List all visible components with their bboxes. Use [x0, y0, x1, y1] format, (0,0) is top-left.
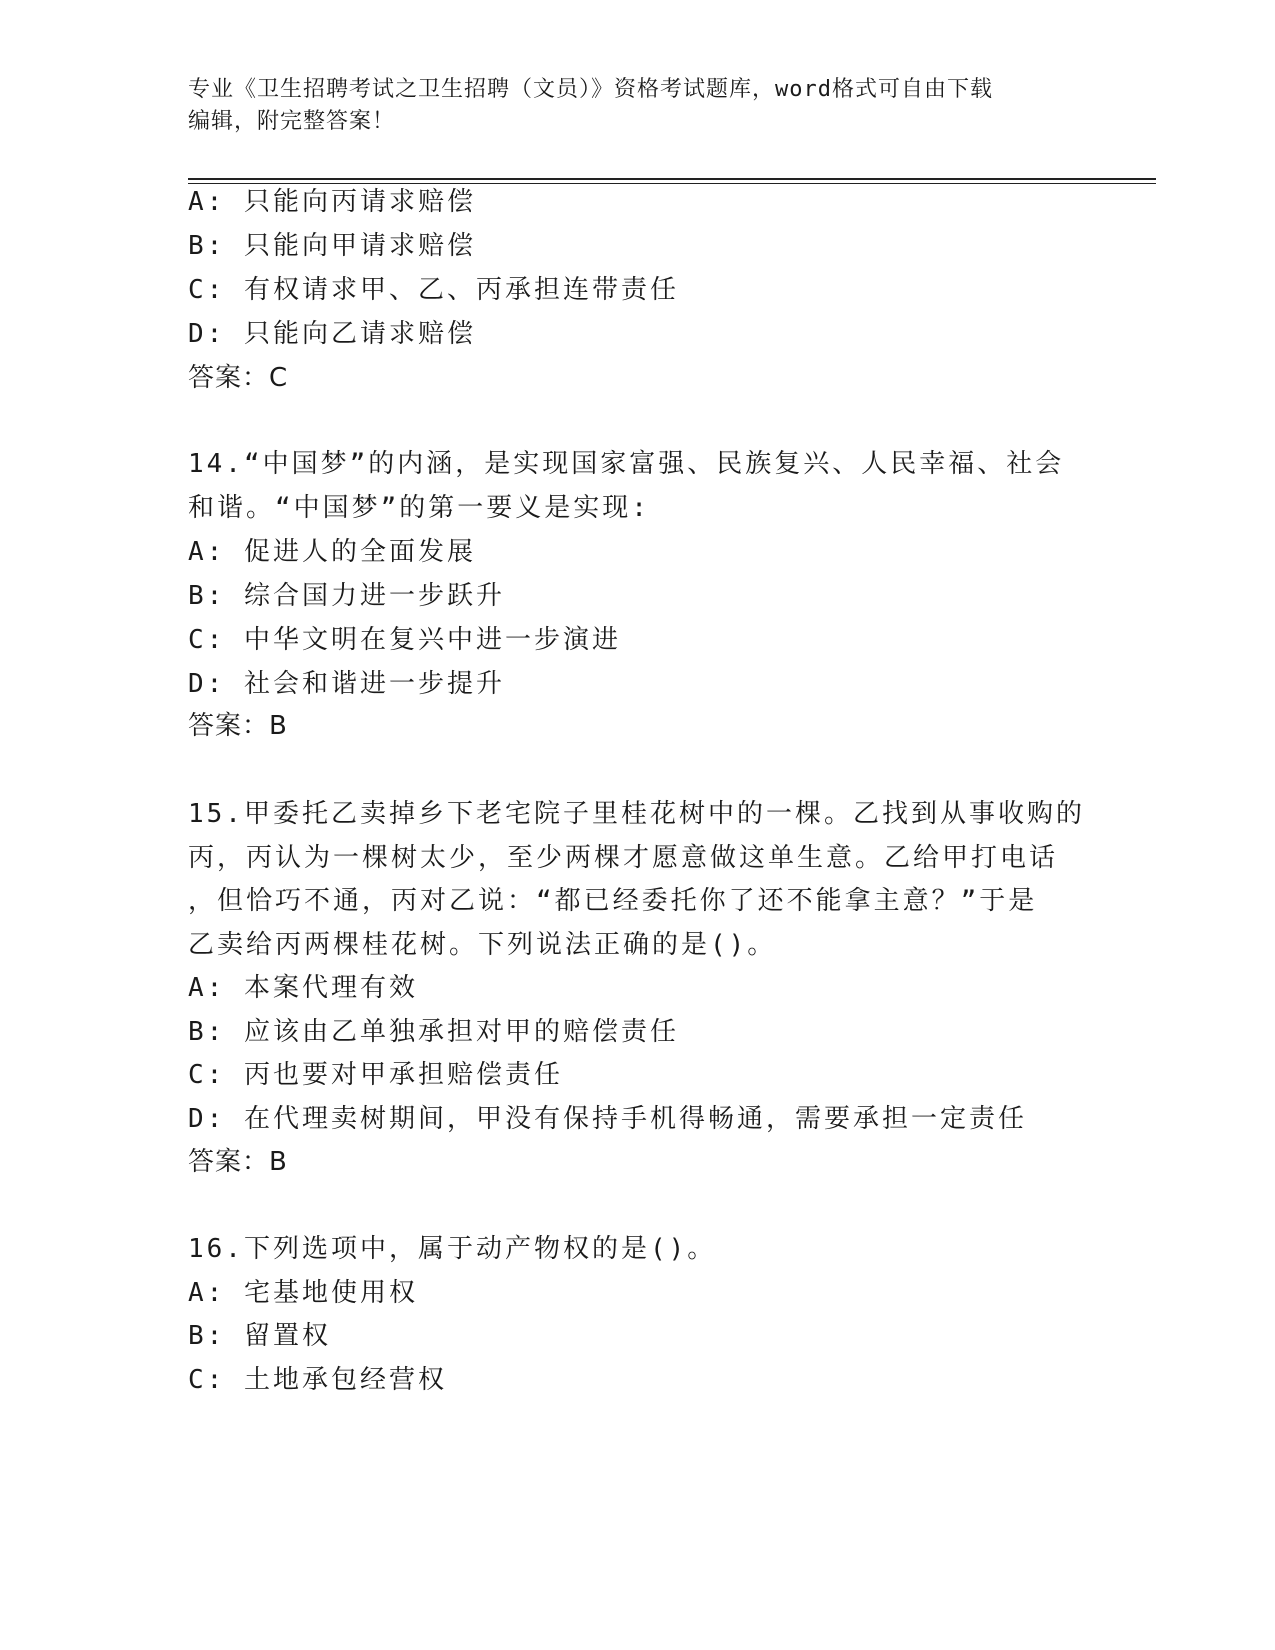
q16-option-b: B: 留置权 — [188, 1321, 331, 1351]
q16-option-a: A: 宅基地使用权 — [188, 1278, 418, 1308]
document-page — [188, 0, 1148, 1650]
q14-option-c: C: 中华文明在复兴中进一步演进 — [188, 625, 621, 655]
q15-option-b: B: 应该由乙单独承担对甲的赔偿责任 — [188, 1017, 679, 1047]
q15-stem-line-2: 丙，丙认为一棵树太少，至少两棵才愿意做这单生意。乙给甲打电话 — [188, 843, 1059, 873]
q15-stem-line-1: 15.甲委托乙卖掉乡下老宅院子里桂花树中的一棵。乙找到从事收购的 — [188, 799, 1085, 829]
q15-answer: 答案：B — [188, 1147, 288, 1177]
q14-stem-line-2: 和谐。“中国梦”的第一要义是实现: — [188, 493, 650, 523]
q13-option-a: A: 只能向丙请求赔偿 — [188, 187, 476, 217]
q16-option-c: C: 土地承包经营权 — [188, 1365, 447, 1395]
q13-option-b: B: 只能向甲请求赔偿 — [188, 231, 476, 261]
header-divider-thick — [188, 178, 1156, 180]
q16-stem-line-1: 16.下列选项中，属于动产物权的是()。 — [188, 1234, 717, 1264]
q14-option-a: A: 促进人的全面发展 — [188, 537, 476, 567]
q14-option-b: B: 综合国力进一步跃升 — [188, 581, 505, 611]
q13-option-c: C: 有权请求甲、乙、丙承担连带责任 — [188, 275, 679, 305]
q14-answer: 答案：B — [188, 711, 288, 741]
q15-stem-line-3: ，但恰巧不通，丙对乙说：“都已经委托你了还不能拿主意？”于是 — [188, 886, 1038, 916]
q14-stem-line-1: 14.“中国梦”的内涵，是实现国家富强、民族复兴、人民幸福、社会 — [188, 449, 1065, 479]
q13-option-d: D: 只能向乙请求赔偿 — [188, 319, 476, 349]
q15-stem-line-4: 乙卖给丙两棵桂花树。下列说法正确的是()。 — [188, 930, 777, 960]
document-header — [188, 74, 1088, 138]
q15-option-d: D: 在代理卖树期间，甲没有保持手机得畅通，需要承担一定责任 — [188, 1104, 1027, 1134]
q15-option-a: A: 本案代理有效 — [188, 973, 418, 1003]
header-line-1: 专业《卫生招聘考试之卫生招聘（文员）》资格考试题库，word格式可自由下载 — [188, 77, 993, 102]
q14-option-d: D: 社会和谐进一步提升 — [188, 669, 505, 699]
q13-answer: 答案：C — [188, 363, 289, 393]
q15-option-c: C: 丙也要对甲承担赔偿责任 — [188, 1060, 563, 1090]
header-line-2: 编辑，附完整答案！ — [188, 109, 396, 134]
